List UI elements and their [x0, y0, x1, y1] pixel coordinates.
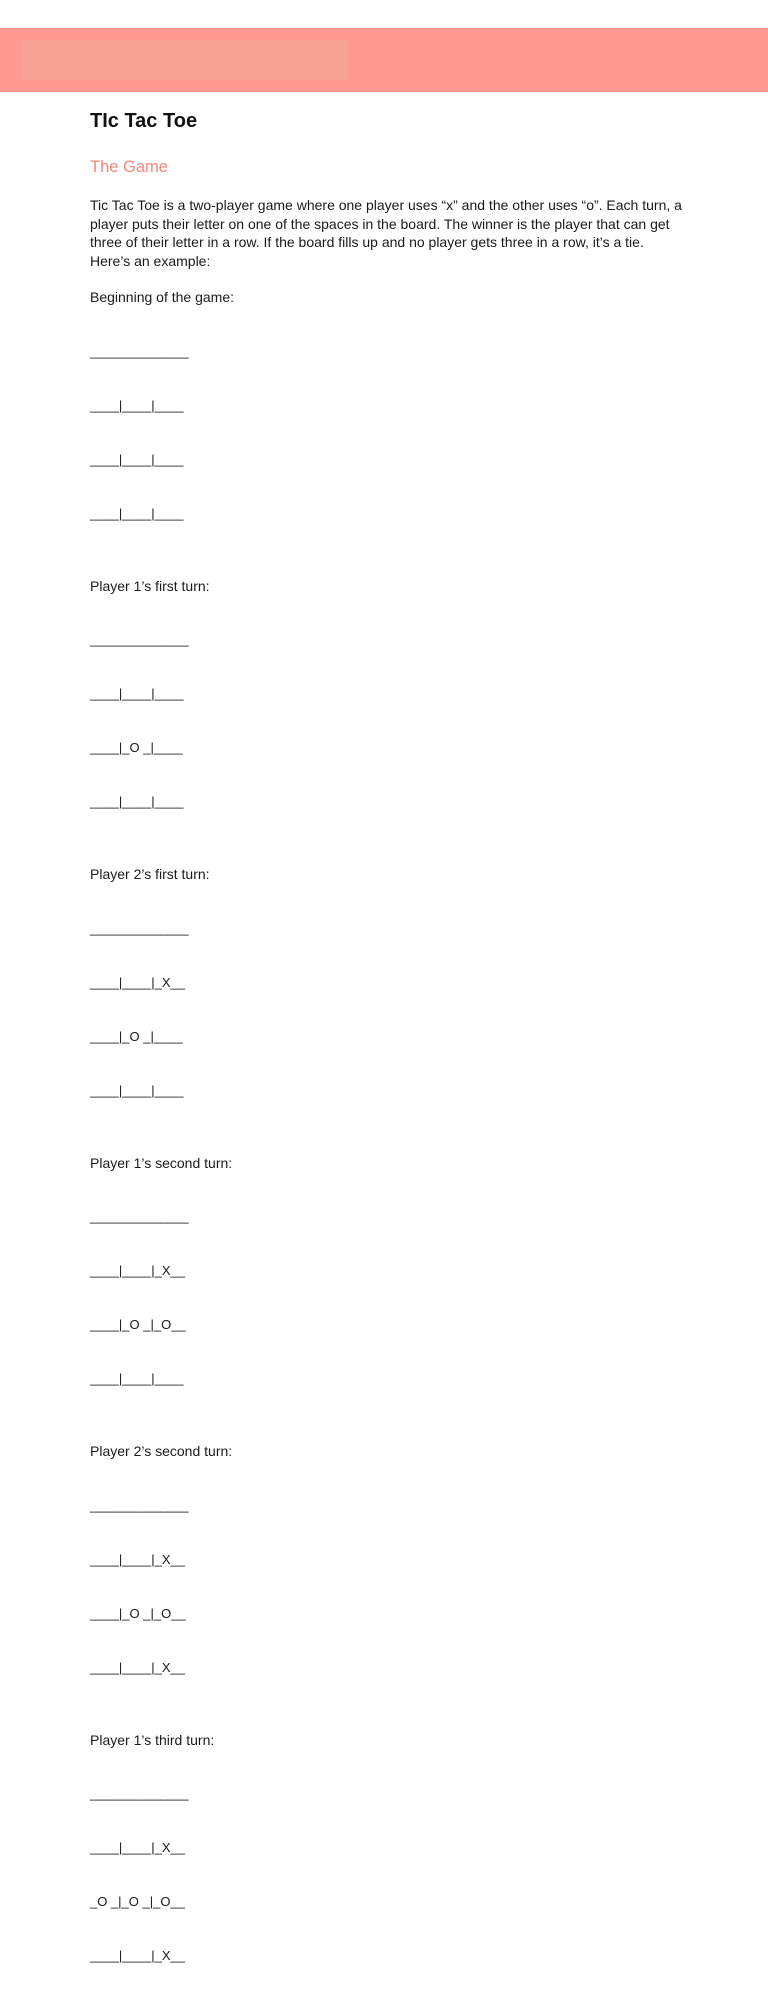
- board-row: ____|____|_X__: [90, 974, 690, 992]
- board-row: ____|____|_X__: [90, 1839, 690, 1857]
- board: [90, 1172, 690, 1424]
- step-player1-second: [90, 1154, 690, 1425]
- header-banner: [0, 28, 768, 92]
- document-title: TIc Tac Toe: [90, 108, 690, 134]
- board: [90, 1749, 690, 2001]
- board-row: ____|____|____: [90, 505, 690, 523]
- step-player2-second: [90, 1442, 690, 1713]
- board-row: ______________: [90, 1785, 690, 1803]
- board-row: ____|____|_X__: [90, 1659, 690, 1677]
- step-player2-first: [90, 865, 690, 1136]
- step-label: Player 1’s second turn:: [90, 1154, 690, 1173]
- board-row: ______________: [90, 1208, 690, 1226]
- board-row: ______________: [90, 631, 690, 649]
- board-row: ____|____|_X__: [90, 1947, 690, 1965]
- step-player1-third: [90, 1731, 690, 2001]
- board-row: ____|_O _|_O__: [90, 1316, 690, 1334]
- banner-highlight: [22, 40, 348, 80]
- board-row: ____|____|_X__: [90, 1551, 690, 1569]
- intro-paragraph: Tic Tac Toe is a two-player game where one player uses “x” and the other uses “o”. Each turn, a player puts their letter on one of the spaces in the board. The winner is the player that can get three of their letter in a row. If the board fills up and no player gets three in a row, it’s a tie. Here’s an example:: [90, 196, 682, 270]
- document-body: [90, 108, 690, 2001]
- step-label: Player 1’s first turn:: [90, 577, 690, 596]
- board-row: ____|____|_X__: [90, 1262, 690, 1280]
- board: [90, 884, 690, 1136]
- step-beginning: [90, 288, 690, 559]
- board: [90, 307, 690, 559]
- board-row: ____|____|____: [90, 397, 690, 415]
- board-row: ____|____|____: [90, 1082, 690, 1100]
- board: [90, 595, 690, 847]
- step-label: Player 2’s second turn:: [90, 1442, 690, 1461]
- board-row: ______________: [90, 920, 690, 938]
- board-row: _O _|_O _|_O__: [90, 1893, 690, 1911]
- board-row: ____|____|____: [90, 1370, 690, 1388]
- board-row: ____|_O _|____: [90, 739, 690, 757]
- board-row: ____|____|____: [90, 793, 690, 811]
- board-row: ______________: [90, 343, 690, 361]
- board-row: ____|_O _|____: [90, 1028, 690, 1046]
- board-row: ____|____|____: [90, 451, 690, 469]
- step-label: Beginning of the game:: [90, 288, 690, 307]
- section-title: The Game: [90, 156, 690, 178]
- board-row: ______________: [90, 1497, 690, 1515]
- step-label: Player 2’s first turn:: [90, 865, 690, 884]
- board-row: ____|_O _|_O__: [90, 1605, 690, 1623]
- step-label: Player 1’s third turn:: [90, 1731, 690, 1750]
- step-player1-first: [90, 577, 690, 848]
- board-row: ____|____|____: [90, 685, 690, 703]
- board: [90, 1461, 690, 1713]
